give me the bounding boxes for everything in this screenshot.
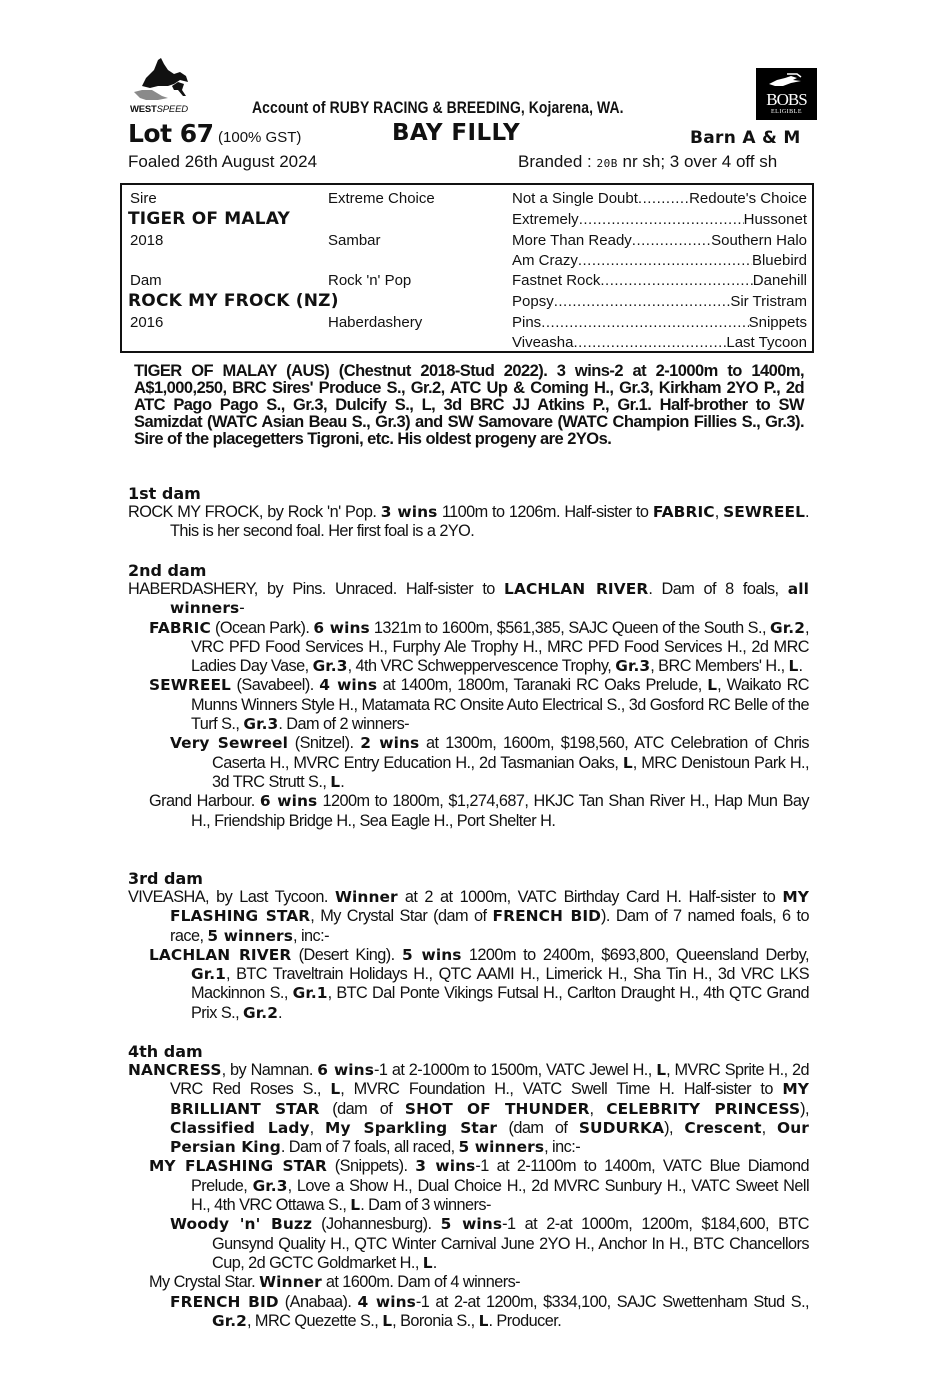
dam-paragraph: SEWREEL (Savabeel). 4 wins at 1400m, 1800m, Taranaki RC Oaks Prelude, L, Waikato RC Munns Winners Style H., Matamata RC Onsite Auto Electrical S., 3d Gosford RC Belle of the Turf S., Gr.3. Dam of 2 winners- (149, 676, 810, 734)
foaling-date: Foaled 26th August 2024 (128, 152, 318, 171)
brand-mark: 20B (596, 157, 618, 170)
dam-section (128, 1042, 809, 1331)
third-gen-row: Viveasha ..... Last Tycoon (512, 334, 807, 351)
horse-head-icon (767, 72, 807, 92)
dam-year: 2016 (130, 314, 164, 331)
bobs-eligible-badge (756, 68, 817, 120)
dam-section (128, 561, 809, 831)
westspeed-logo (128, 56, 200, 118)
dam-label: Dam (130, 272, 162, 289)
barn-location: Barn A & M (690, 128, 801, 148)
bobs-wordmark: BOBS (766, 90, 807, 109)
pedigree-table (120, 183, 814, 353)
dam-paragraph: ROCK MY FROCK, by Rock 'n' Pop. 3 wins 1100m to 1206m. Half-sister to FABRIC, SEWREEL. This is her second foal. Her first foal is a 2YO. (128, 503, 810, 541)
dam-paragraph: My Crystal Star. Winner at 1600m. Dam of 4 winners- (149, 1273, 521, 1292)
dam-paragraph: HABERDASHERY, by Pins. Unraced. Half-sister to LACHLAN RIVER. Dam of 8 foals, all winners- (128, 580, 809, 618)
dam-paragraph: VIVEASHA, by Last Tycoon. Winner at 2 at 1000m, VATC Birthday Card H. Half-sister to MY FLASHING STAR, My Crystal Star (dam of FRENCH BID). Dam of 7 named foals, 6 to race, 5 winners, inc:- (128, 888, 810, 945)
third-gen-row: Popsy ..... Sir Tristram (512, 293, 807, 310)
dam-paragraph: Woody 'n' Buzz (Johannesburg). 5 wins-1 at 2-at 1000m, 1200m, $184,600, BTC Gunsynd Quality H., QTC Winter Carnival June 2YO H., Anchor In H., BTC Chancellors Cup, 2d GCTC Goldmarket H., L. (170, 1215, 809, 1272)
sire-dam: Sambar (328, 232, 381, 249)
third-gen-row: Extremely ..... Hussonet (512, 211, 807, 228)
lot-label: Lot 67 (128, 119, 214, 148)
third-gen-row: Not a Single Doubt ..... Redoute's Choice (512, 190, 807, 207)
westspeed-wordmark: WESTSPEED (130, 104, 188, 115)
third-gen-row: More Than Ready ..... Southern Halo (512, 232, 807, 249)
sire-name: TIGER OF MALAY (128, 209, 291, 229)
bobs-eligible-text: ELIGIBLE (771, 109, 802, 115)
vendor-account-line: Account of RUBY RACING & BREEDING, Kojarena, WA. (252, 98, 624, 117)
dam-heading: 2nd dam (128, 561, 207, 580)
dam-paragraph: MY FLASHING STAR (Snippets). 3 wins-1 at 2-1100m to 1400m, VATC Blue Diamond Prelude, Gr.3, Love a Show H., Dual Choice H., 2d MVRC Sunbury H., VATC Sweet Nell H., 4th VRC Ottawa S., L. Dam of 3 winners- (149, 1157, 810, 1215)
third-gen-row: Am Crazy ..... Bluebird (512, 252, 807, 269)
third-gen-row: Pins ..... Snippets (512, 314, 807, 331)
sire-description: TIGER OF MALAY (AUS) (Chestnut 2018-Stud 2022). 3 wins-2 at 2-1000m to 1400m, A$1,000,250, BRC Sires' Produce S., Gr.2, ATC Up & Coming H., Gr.3, Kirkham 2YO P., 2d ATC Pago Pago S., Gr.3, Dulcify S., L, 3d BRC JJ Atkins P., Gr.1. Half-brother to SW Samizdat (WATC Asian Beau S., Gr.3) and SW Samovare (WATC Champion Fillies S., Gr.3). Sire of the placegetters Tigroni, etc. His oldest progeny are 2YOs. (134, 362, 804, 448)
dam-paragraph: LACHLAN RIVER (Desert King). 5 wins 1200m to 2400m, $693,800, Queensland Derby, Gr.1, BTC Traveltrain Holidays H., QTC AAMI H., Limerick H., Sha Tin H., 3d VRC LKS Mackinnon S., Gr.1, BTC Dal Ponte Vikings Futsal H., Carlton Draught H., 4th QTC Grand Prix S., Gr.2. (149, 945, 810, 1022)
brand-description: Branded : 20B nr sh; 3 over 4 off sh (518, 152, 778, 171)
lot-number (128, 119, 301, 148)
dam-heading: 3rd dam (128, 869, 203, 888)
sire-sire: Extreme Choice (328, 190, 435, 207)
horse-description: BAY FILLY (392, 120, 521, 146)
sire-year: 2018 (130, 232, 164, 249)
dam-section (128, 484, 809, 542)
dam-paragraph: NANCRESS, by Namnan. 6 wins-1 at 2-1000m to 1500m, VATC Jewel H., L, MVRC Sprite H., 2d VRC Red Roses S., L, MVRC Foundation H., VATC Swell Time H. Half-sister to MY BRILLIANT STAR (dam of SHOT OF THUNDER, CELEBRITY PRINCESS), Classified Lady, My Sparkling Star (dam of SUDURKA), Crescent, Our Persian King. Dam of 7 foals, all raced, 5 winners, inc:- (128, 1061, 810, 1157)
dam-section (128, 869, 809, 1023)
dam-paragraph: Grand Harbour. 6 wins 1200m to 1800m, $1,274,687, HKJC Tan Shan River H., Hap Mun Bay H., Friendship Bridge H., Sea Eagle H., Port Shelter H. (149, 792, 809, 830)
dam-paragraph: FABRIC (Ocean Park). 6 wins 1321m to 1600m, $561,385, SAJC Queen of the South S., Gr.2, VRC PFD Food Services H., Furphy Ale Trophy H., MRC PFD Food Services H., 2d MRC Ladies Day Vase, Gr.3, 4th VRC Schweppervescence Trophy, Gr.3, BRC Members' H., L. (149, 618, 810, 676)
horse-silhouette-icon (128, 56, 200, 104)
third-gen-row: Fastnet Rock ..... Danehill (512, 272, 807, 289)
dam-paragraph: Very Sewreel (Snitzel). 2 wins at 1300m, 1600m, $198,560, ATC Celebration of Chris Caserta H., MVRC Entry Education H., 2d Tasmanian Oaks, L, MRC Denistoun Park H., 3d TRC Strutt S., L. (170, 734, 810, 791)
dam-heading: 4th dam (128, 1042, 203, 1061)
dam-heading: 1st dam (128, 484, 201, 503)
dam-sire: Rock 'n' Pop (328, 272, 412, 289)
dam-dam: Haberdashery (328, 314, 423, 331)
sire-label: Sire (130, 190, 157, 207)
gst-note: (100% GST) (218, 129, 302, 146)
dam-paragraph: FRENCH BID (Anabaa). 4 wins-1 at 2-at 1200m, $334,100, SAJC Swettenham Stud S., Gr.2, MRC Quezette S., L, Boronia S., L. Producer. (170, 1292, 810, 1330)
dam-name: ROCK MY FROCK (NZ) (128, 291, 339, 311)
